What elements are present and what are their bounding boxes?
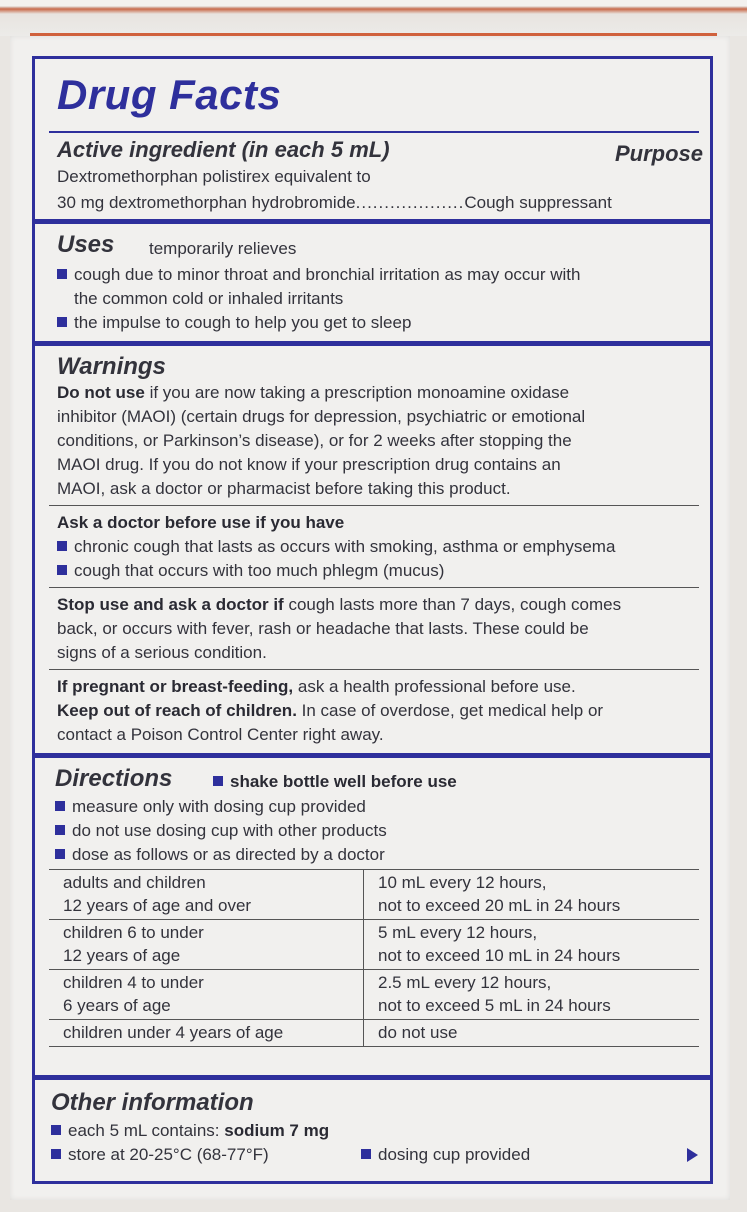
directions-heading: Directions: [55, 765, 173, 792]
package-top-edge: [0, 0, 747, 36]
drug-facts-title: Drug Facts: [57, 71, 282, 118]
bullet-square-icon: [213, 776, 223, 786]
other-info-item-1: each 5 mL contains: sodium 7 mg: [51, 1119, 329, 1142]
bullet-square-icon: [57, 541, 67, 551]
directions-shake: shake bottle well before use: [213, 770, 457, 793]
dosing-table-wrap: [35, 869, 710, 1079]
ask-doctor-item-2: cough that occurs with too much phlegm (mucus): [57, 559, 444, 582]
section-divider-other: [35, 1075, 710, 1080]
active-ingredient-line2: 30 mg dextromethorphan hydrobromide...................Cough suppressant: [57, 193, 612, 212]
bullet-square-icon: [55, 825, 65, 835]
purpose-value: Cough suppressant: [464, 193, 612, 212]
bullet-square-icon: [57, 269, 67, 279]
uses-item-2: the impulse to cough to help you get to sleep: [57, 311, 411, 334]
stop-use-line2: back, or occurs with fever, rash or headache that lasts. These could be: [57, 619, 589, 638]
directions-item-2: do not use dosing cup with other products: [55, 819, 387, 842]
stop-use-line3: signs of a serious condition.: [57, 643, 267, 662]
table-row: [49, 920, 699, 970]
title-divider: [49, 131, 699, 133]
uses-heading: Uses: [57, 231, 115, 258]
warnings-heading: Warnings: [57, 353, 166, 380]
section-divider-uses: [35, 219, 710, 224]
age-cell: adults and children 12 years of age and over: [49, 870, 364, 920]
bullet-square-icon: [57, 565, 67, 575]
active-ingredient-line1: Dextromethorphan polistirex equivalent to: [57, 167, 371, 186]
ask-doctor-heading: Ask a doctor before use if you have: [57, 513, 345, 532]
keep-out-line2: contact a Poison Control Center right away.: [57, 725, 384, 744]
do-not-use-line4: MAOI drug. If you do not know if your prescription drug contains an: [57, 455, 561, 474]
bullet-square-icon: [361, 1149, 371, 1159]
dose-cell: 2.5 mL every 12 hours, not to exceed 5 mL in 24 hours: [364, 970, 700, 1020]
bullet-square-icon: [51, 1149, 61, 1159]
uses-item-1-cont: the common cold or inhaled irritants: [74, 289, 344, 308]
table-row: [49, 970, 699, 1020]
stop-use-line1: Stop use and ask a doctor if cough lasts more than 7 days, cough comes: [57, 595, 622, 614]
section-divider-warnings: [35, 341, 710, 346]
bullet-square-icon: [57, 317, 67, 327]
dose-cell: 10 mL every 12 hours, not to exceed 20 mL in 24 hours: [364, 870, 700, 920]
age-cell: children 4 to under 6 years of age: [49, 970, 364, 1020]
dose-cell: do not use: [364, 1020, 700, 1047]
continue-arrow-icon: [687, 1148, 698, 1162]
active-ingredient-heading: Active ingredient (in each 5 mL): [57, 137, 390, 162]
dosing-table: [49, 869, 699, 1047]
other-info-item-3: dosing cup provided: [361, 1143, 530, 1166]
table-row: [49, 1020, 699, 1047]
pregnant-line: If pregnant or breast-feeding, ask a health professional before use.: [57, 677, 576, 696]
directions-item-1: measure only with dosing cup provided: [55, 795, 366, 818]
do-not-use-line3: conditions, or Parkinson’s disease), or for 2 weeks after stopping the: [57, 431, 572, 450]
warnings-divider-2: [49, 587, 699, 588]
bullet-square-icon: [55, 801, 65, 811]
purpose-heading: Purpose: [615, 141, 704, 166]
section-divider-directions: [35, 753, 710, 758]
do-not-use-line2: inhibitor (MAOI) (certain drugs for depression, psychiatric or emotional: [57, 407, 586, 426]
keep-out-line1: Keep out of reach of children. In case of overdose, get medical help or: [57, 701, 604, 720]
table-row: [49, 870, 699, 920]
drug-facts-frame: [32, 56, 713, 1184]
age-cell: children 6 to under 12 years of age: [49, 920, 364, 970]
ask-doctor-item-1: chronic cough that lasts as occurs with smoking, asthma or emphysema: [57, 535, 615, 558]
warnings-divider-1: [49, 505, 699, 506]
do-not-use-line5: MAOI, ask a doctor or pharmacist before taking this product.: [57, 479, 511, 498]
bullet-square-icon: [51, 1125, 61, 1135]
uses-intro: temporarily relieves: [149, 239, 297, 258]
bullet-square-icon: [55, 849, 65, 859]
warnings-divider-3: [49, 669, 699, 670]
directions-item-3: dose as follows or as directed by a doctor: [55, 843, 385, 866]
do-not-use-line1: Do not use if you are now taking a prescription monoamine oxidase: [57, 383, 570, 402]
leader-dots: ...................: [355, 193, 465, 212]
uses-item-1: cough due to minor throat and bronchial irritation as may occur with: [57, 263, 580, 286]
other-info-heading: Other information: [51, 1089, 254, 1116]
dose-cell: 5 mL every 12 hours, not to exceed 10 mL in 24 hours: [364, 920, 700, 970]
other-info-item-2: store at 20-25°C (68-77°F): [51, 1143, 269, 1166]
age-cell: children under 4 years of age: [49, 1020, 364, 1047]
